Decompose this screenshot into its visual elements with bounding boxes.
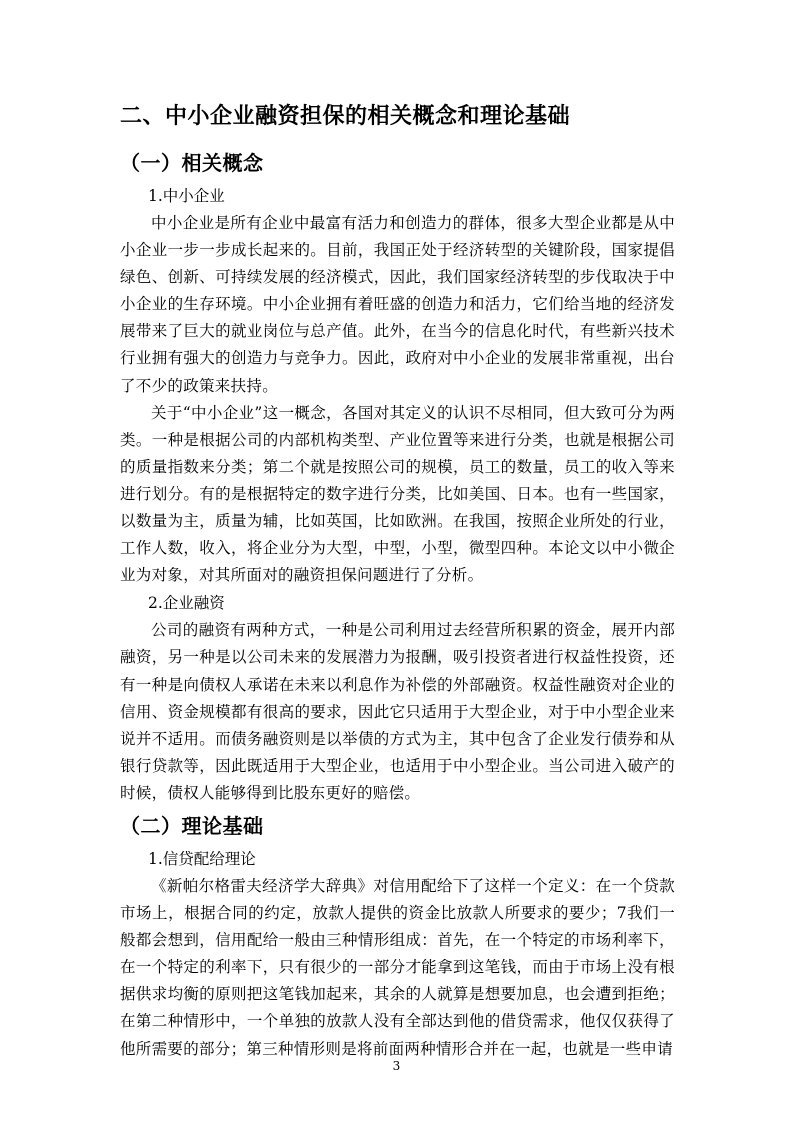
item-title-financing: 2.企业融资 — [148, 594, 225, 613]
page-content — [120, 96, 675, 1063]
paragraph: 《新帕尔格雷夫经济学大辞典》对信用配给下了这样一个定义：在一个贷款市场上，根据合同的约定，放款人提供的资金比放款人所要求的要少；7我们一般都会想到，信用配给一般由三种情形组成：首先，在一个特定的市场利率下，在一个特定的利率下，只有很少的一部分才能拿到这笔钱，而由于市场上没有根据供求均衡的原则把这笔钱加起来，其余的人就算是想要加息，也会遭到拒绝；在第二种情形中，一个单独的放款人没有全部达到他的借贷需求，他仅仅获得了他所需要的部分；第三种情形则是将前面两种情形合并在一起，也就是一些申请 — [120, 876, 675, 1058]
paragraph: 中小企业是所有企业中最富有活力和创造力的群体，很多大型企业都是从中小企业一步一步成长起来的。目前，我国正处于经济转型的关键阶段，国家提倡绿色、创新、可持续发展的经济模式，因此，我们国家经济转型的步伐取决于中小企业的生存环境。中小企业拥有着旺盛的创造力和活力，它们给当地的经济发展带来了巨大的就业岗位与总产值。此外，在当今的信息化时代，有些新兴技术行业拥有强大的创造力与竞争力。因此，政府对中小企业的发展非常重视，出台了不少的政策来扶持。 — [120, 214, 675, 395]
subsection-title-concepts: （一）相关概念 — [120, 151, 264, 175]
page-number: 3 — [392, 1059, 401, 1073]
item-title-credit-rationing: 1.信贷配给理论 — [148, 849, 256, 868]
item-title-sme: 1.中小企业 — [148, 187, 225, 205]
section-title: 二、中小企业融资担保的相关概念和理论基础 — [120, 103, 571, 129]
paragraph: 公司的融资有两种方式，一种是公司利用过去经营所积累的资金，展开内部融资，另一种是以公司未来的发展潜力为报酬，吸引投资者进行权益性投资，还有一种是向债权人承诺在未来以利息作为补偿的外部融资。权益性融资对企业的信用、资金规模都有很高的要求，因此它只适用于大型企业，对于中小型企业来说并不适用。而债务融资则是以举债的方式为主，其中包含了企业发行债券和从银行贷款等，因此既适用于大型企业，也适用于中小型企业。当公司进入破产的时候，债权人能够得到比股东更好的赔偿。 — [120, 621, 675, 802]
paragraph: 关于“中小企业”这一概念，各国对其定义的认识不尽相同，但大致可分为两类。一种是根据公司的内部机构类型、产业位置等来进行分类，也就是根据公司的质量指数来分类；第二个就是按照公司的规模，员工的数量，员工的收入等来进行划分。有的是根据特定的数字进行分类，比如美国、日本。也有一些国家，以数量为主，质量为辅，比如英国，比如欧洲。在我国，按照企业所处的行业，工作人数，收入，将企业分为大型，中型，小型，微型四种。本论文以中小微企业为对象，对其所面对的融资担保问题进行了分析。 — [120, 403, 675, 585]
subsection-title-theory: （二）理论基础 — [120, 813, 264, 838]
